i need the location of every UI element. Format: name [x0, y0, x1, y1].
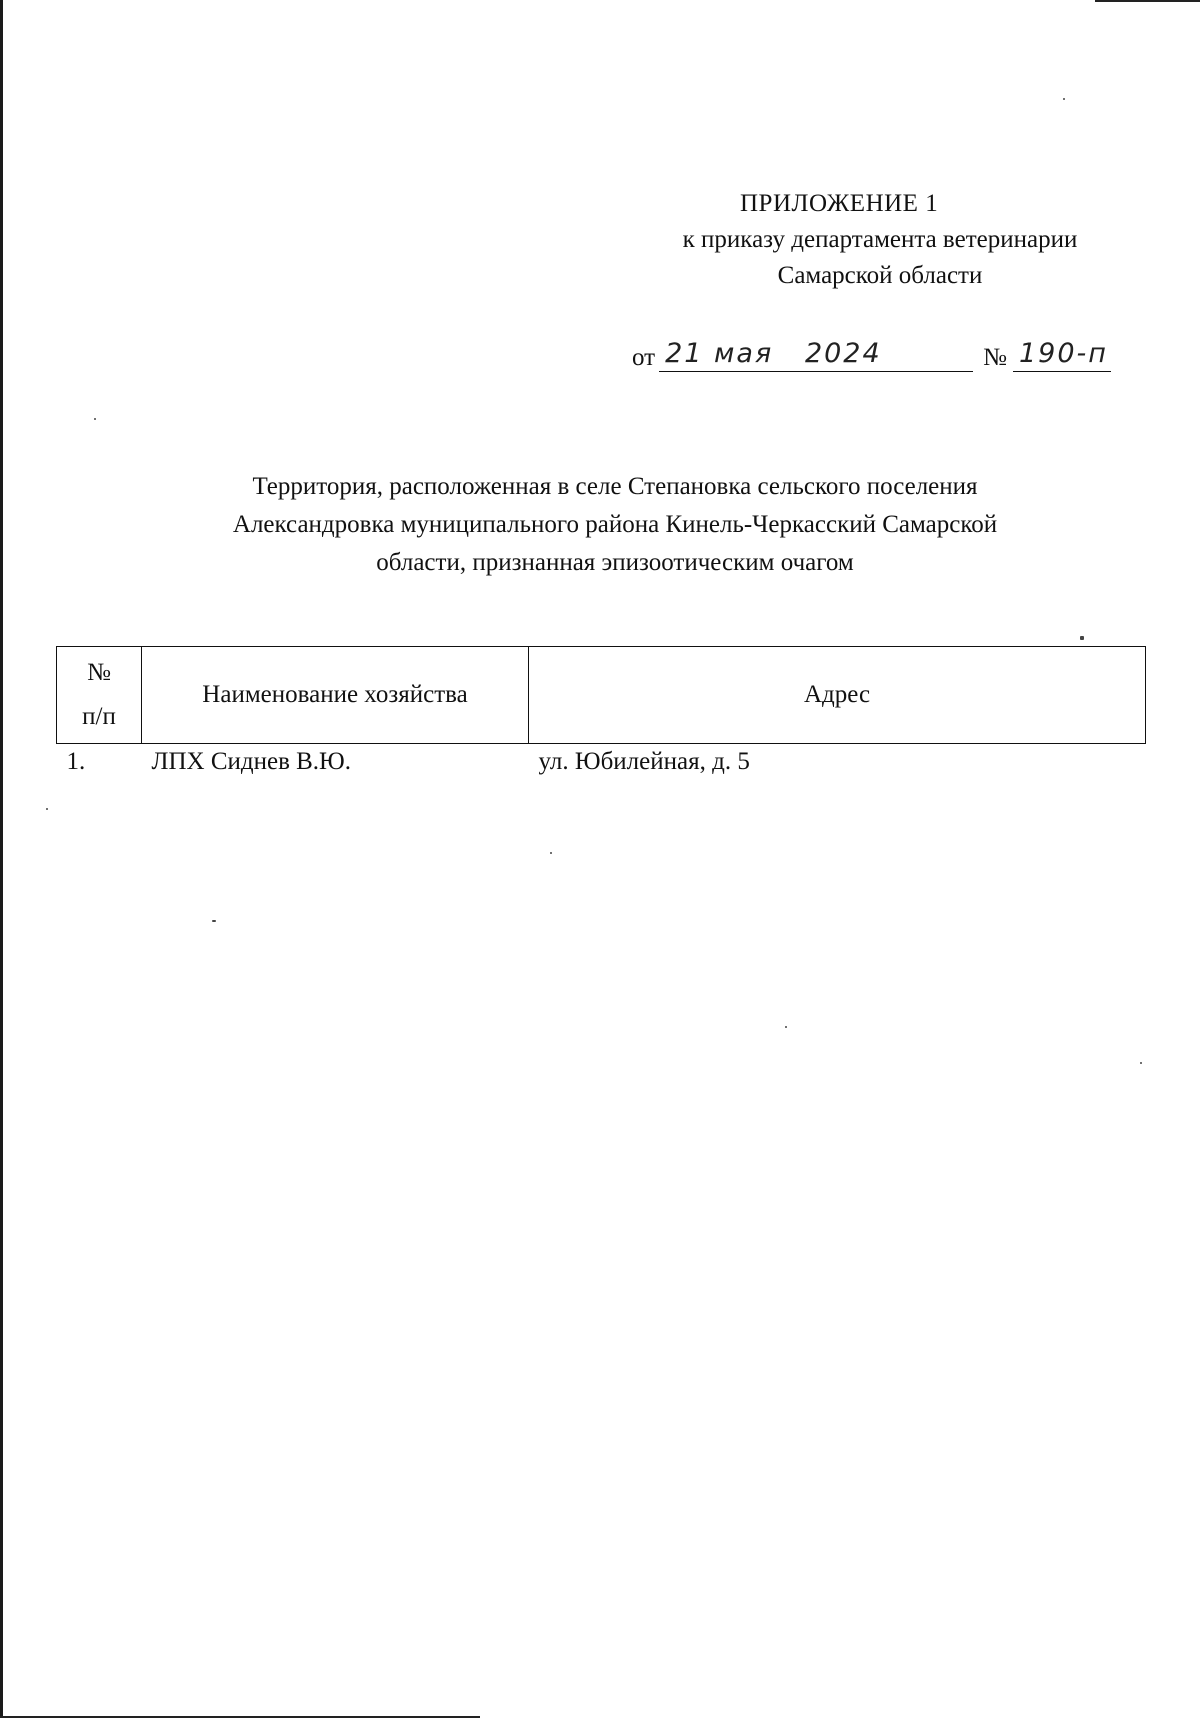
row-number: 1.: [66, 748, 86, 775]
annex-line-order: к приказу департамента ветеринарии: [682, 226, 1078, 253]
scan-speck: [94, 418, 96, 420]
annex-block: [640, 186, 1120, 294]
annex-title: ПРИЛОЖЕНИЕ 1: [740, 190, 939, 217]
households-table: [56, 646, 1146, 788]
table-row: [57, 744, 1146, 789]
scan-edge-left: [0, 0, 3, 1718]
order-date-field: [659, 337, 973, 372]
scan-speck: [785, 1026, 787, 1028]
order-from-label: от: [632, 344, 656, 371]
row-household-name: ЛПХ Сиднев В.Ю.: [151, 748, 351, 775]
header-number: № п/п: [57, 647, 142, 744]
scan-speck: [46, 808, 48, 810]
scan-speck: [1063, 98, 1065, 100]
row-address: ул. Юбилейная, д. 5: [538, 748, 750, 775]
table-header-row: [57, 647, 1146, 744]
order-date-handwritten: 21 мая 2024: [665, 338, 882, 369]
order-number-field: [1013, 337, 1111, 372]
document-title-line: Александровка муниципального района Кинель-Черкасский Самарской: [232, 511, 998, 538]
scan-speck: [1140, 1062, 1142, 1064]
header-household-name: Наименование хозяйства: [142, 647, 529, 744]
scan-speck: [1080, 636, 1084, 640]
order-number-sign: №: [983, 344, 1007, 371]
document-title-line: области, признанная эпизоотическим очагом: [376, 549, 854, 576]
scan-edge-top: [1095, 0, 1200, 2]
document-title-line: Территория, расположенная в селе Степановка сельского поселения: [252, 473, 978, 500]
order-number-handwritten: 190-п: [1018, 338, 1108, 369]
annex-line-region: Самарской области: [777, 262, 983, 289]
scan-speck: [550, 852, 552, 854]
header-address: Адрес: [529, 647, 1146, 744]
scan-speck: [212, 920, 216, 922]
document-title: [150, 468, 1080, 582]
order-reference: [632, 332, 1132, 372]
